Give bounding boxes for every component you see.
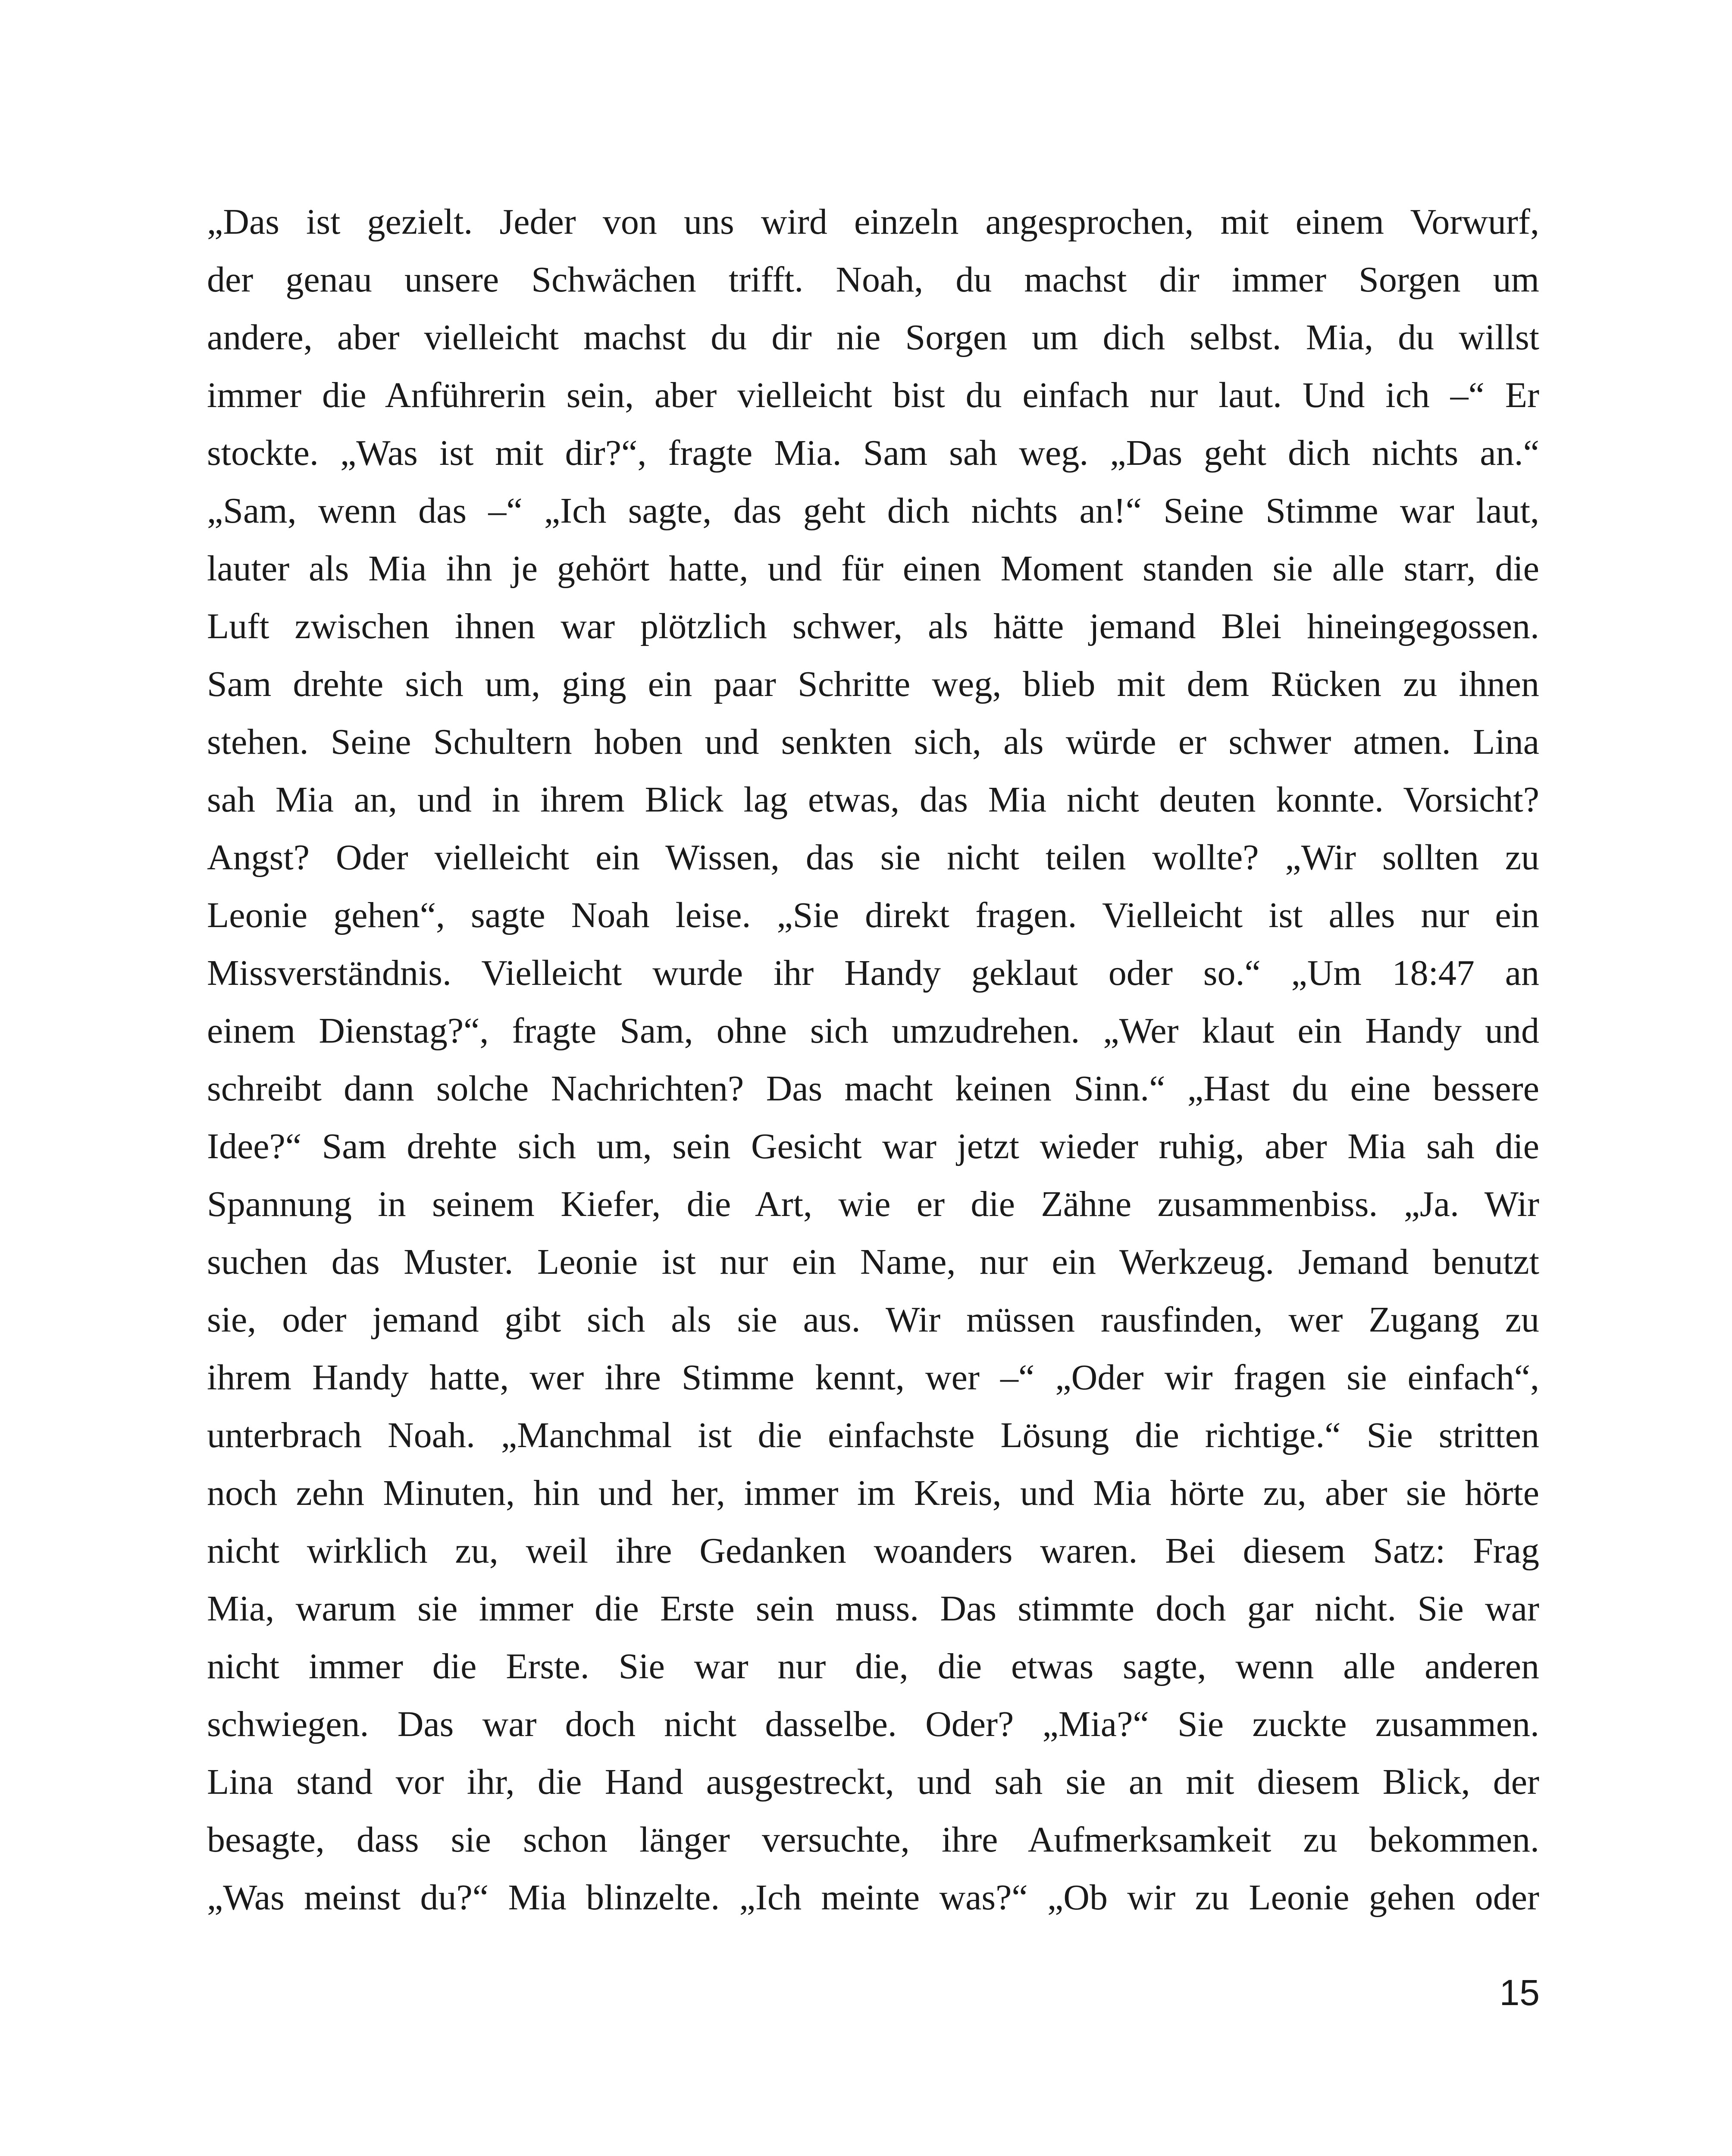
text-line: unterbrach Noah. „Manchmal ist die einfachste Lösung die richtige.“ Sie stritten bbox=[207, 1415, 1539, 1455]
body-text bbox=[207, 193, 1539, 1927]
text-line: Idee?“ Sam drehte sich um, sein Gesicht war jetzt wieder ruhig, aber Mia sah die bbox=[207, 1126, 1539, 1166]
text-line: ihrem Handy hatte, wer ihre Stimme kennt, wer –“ „Oder wir fragen sie einfach“, bbox=[207, 1357, 1539, 1398]
text-line: Missverständnis. Vielleicht wurde ihr Handy geklaut oder so.“ „Um 18:47 an bbox=[207, 953, 1539, 993]
text-line: einem Dienstag?“, fragte Sam, ohne sich umzudrehen. „Wer klaut ein Handy und bbox=[207, 1011, 1539, 1051]
text-line: Leonie gehen“, sagte Noah leise. „Sie direkt fragen. Vielleicht ist alles nur ein bbox=[207, 895, 1539, 935]
text-line: Lina stand vor ihr, die Hand ausgestreckt, und sah sie an mit diesem Blick, der bbox=[207, 1762, 1539, 1802]
text-line: der genau unsere Schwächen trifft. Noah, du machst dir immer Sorgen um bbox=[207, 260, 1539, 300]
text-line: Angst? Oder vielleicht ein Wissen, das sie nicht teilen wollte? „Wir sollten zu bbox=[207, 837, 1539, 877]
text-line: noch zehn Minuten, hin und her, immer im Kreis, und Mia hörte zu, aber sie hörte bbox=[207, 1473, 1539, 1513]
text-line: Spannung in seinem Kiefer, die Art, wie er die Zähne zusammenbiss. „Ja. Wir bbox=[207, 1184, 1539, 1224]
page-number: 15 bbox=[1499, 1972, 1540, 2013]
text-line: „Das ist gezielt. Jeder von uns wird einzeln angesprochen, mit einem Vorwurf, bbox=[207, 202, 1539, 242]
text-line: andere, aber vielleicht machst du dir nie Sorgen um dich selbst. Mia, du willst bbox=[207, 317, 1539, 357]
text-line: immer die Anführerin sein, aber vielleicht bist du einfach nur laut. Und ich –“ Er bbox=[207, 375, 1539, 415]
text-line: besagte, dass sie schon länger versuchte, ihre Aufmerksamkeit zu bekommen. bbox=[207, 1820, 1539, 1860]
text-line: suchen das Muster. Leonie ist nur ein Name, nur ein Werkzeug. Jemand benutzt bbox=[207, 1242, 1539, 1282]
text-line: stockte. „Was ist mit dir?“, fragte Mia. Sam sah weg. „Das geht dich nichts an.“ bbox=[207, 433, 1539, 473]
text-line: „Sam, wenn das –“ „Ich sagte, das geht dich nichts an!“ Seine Stimme war laut, bbox=[207, 491, 1539, 531]
text-line: schwiegen. Das war doch nicht dasselbe. Oder? „Mia?“ Sie zuckte zusammen. bbox=[207, 1704, 1539, 1744]
text-line: sie, oder jemand gibt sich als sie aus. Wir müssen rausfinden, wer Zugang zu bbox=[207, 1300, 1539, 1340]
text-line: schreibt dann solche Nachrichten? Das macht keinen Sinn.“ „Hast du eine bessere bbox=[207, 1069, 1539, 1109]
text-line: „Was meinst du?“ Mia blinzelte. „Ich meinte was?“ „Ob wir zu Leonie gehen oder bbox=[207, 1877, 1539, 1918]
text-line: nicht wirklich zu, weil ihre Gedanken woanders waren. Bei diesem Satz: Frag bbox=[207, 1531, 1539, 1571]
text-line: lauter als Mia ihn je gehört hatte, und für einen Moment standen sie alle starr, die bbox=[207, 548, 1539, 589]
text-line: stehen. Seine Schultern hoben und senkten sich, als würde er schwer atmen. Lina bbox=[207, 722, 1539, 762]
text-line: nicht immer die Erste. Sie war nur die, die etwas sagte, wenn alle anderen bbox=[207, 1646, 1539, 1686]
text-line: Luft zwischen ihnen war plötzlich schwer, als hätte jemand Blei hineingegossen. bbox=[207, 606, 1539, 646]
text-line: Sam drehte sich um, ging ein paar Schritte weg, blieb mit dem Rücken zu ihnen bbox=[207, 664, 1539, 704]
text-line: sah Mia an, und in ihrem Blick lag etwas, das Mia nicht deuten konnte. Vorsicht? bbox=[207, 780, 1539, 820]
text-line: Mia, warum sie immer die Erste sein muss. Das stimmte doch gar nicht. Sie war bbox=[207, 1589, 1539, 1629]
